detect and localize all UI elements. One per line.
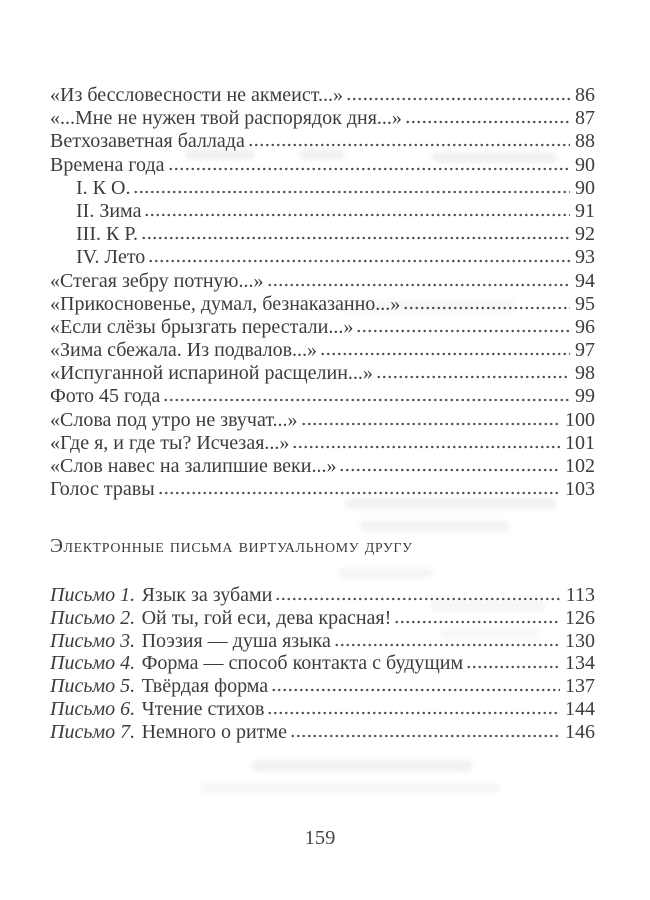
toc-entry-title: «Слов навес на залипшие веки...» bbox=[50, 455, 337, 477]
dot-leader bbox=[158, 490, 560, 495]
toc-entry-page: 96 bbox=[575, 315, 595, 338]
dot-leader bbox=[394, 619, 560, 624]
dot-leader bbox=[290, 733, 560, 738]
dot-leader bbox=[133, 189, 570, 194]
toc-entry-title: Ой ты, гой еси, дева красная! bbox=[141, 606, 392, 629]
toc-entry bbox=[50, 270, 595, 293]
toc-entry bbox=[50, 721, 595, 744]
dot-leader bbox=[405, 119, 570, 124]
toc-entry bbox=[50, 478, 595, 501]
toc-entry-page: 101 bbox=[565, 431, 595, 454]
toc-entry-page: 98 bbox=[575, 362, 595, 385]
dot-leader bbox=[163, 397, 570, 402]
toc-entry-page: 134 bbox=[565, 652, 595, 675]
dot-leader bbox=[168, 166, 570, 171]
toc-entry-prefix: Письмо 5. bbox=[50, 675, 136, 698]
toc-entry-page: 102 bbox=[565, 455, 595, 477]
toc-entry-page: 88 bbox=[575, 130, 595, 153]
toc-entry-title: «Стегая зебру потную...» bbox=[50, 269, 264, 292]
toc-entry-page: 126 bbox=[565, 606, 595, 629]
toc-entry bbox=[50, 362, 595, 385]
toc-entry-title: «Из бессловесности не акмеист...» bbox=[50, 84, 343, 106]
toc-section-letters bbox=[50, 584, 595, 744]
toc-entry-page: 91 bbox=[575, 199, 595, 222]
toc-entry-page: 146 bbox=[565, 720, 595, 743]
toc-entry bbox=[50, 223, 595, 246]
toc-entry-page: 90 bbox=[575, 153, 595, 176]
toc-entry bbox=[50, 200, 595, 223]
toc-entry-page: 144 bbox=[565, 697, 595, 720]
dot-leader bbox=[271, 687, 560, 692]
toc-entry bbox=[50, 630, 595, 653]
toc-entry bbox=[50, 607, 595, 630]
bleed-through-artifact bbox=[252, 760, 472, 772]
toc-entry-title: III. К Р. bbox=[76, 223, 138, 246]
dot-leader bbox=[466, 664, 560, 669]
toc-entry-page: 97 bbox=[575, 339, 595, 362]
toc-entry bbox=[50, 698, 595, 721]
dot-leader bbox=[346, 96, 570, 101]
dot-leader bbox=[292, 444, 560, 449]
toc-entry-page: 94 bbox=[575, 269, 595, 292]
toc-entry-title: «Зима сбежала. Из подвалов...» bbox=[50, 339, 318, 362]
toc-entry-prefix: Письмо 7. bbox=[50, 720, 136, 743]
toc-entry-prefix: Письмо 2. bbox=[50, 606, 136, 629]
toc-entry bbox=[50, 455, 595, 478]
dot-leader bbox=[376, 374, 570, 379]
toc-entry bbox=[50, 246, 595, 269]
toc-entry-page: 99 bbox=[575, 385, 595, 408]
dot-leader bbox=[144, 212, 570, 217]
dot-leader bbox=[320, 351, 570, 356]
toc-entry-title: Язык за зубами bbox=[141, 584, 273, 606]
toc-entry-title: II. Зима bbox=[76, 199, 142, 222]
bleed-through-artifact bbox=[360, 521, 510, 531]
toc-entry-page: 113 bbox=[565, 584, 595, 606]
toc-entry bbox=[50, 339, 595, 362]
toc-entry-title: «...Мне не нужен твой распорядок дня...» bbox=[50, 107, 402, 130]
dot-leader bbox=[275, 596, 560, 601]
toc-entry-title: «Прикосновенье, думал, безнаказанно...» bbox=[50, 292, 401, 315]
toc-entry-prefix: Письмо 3. bbox=[50, 629, 136, 652]
dot-leader bbox=[356, 328, 570, 333]
bleed-through-artifact bbox=[200, 783, 500, 793]
toc-entry-page: 92 bbox=[575, 223, 595, 246]
toc-entry-title: Немного о ритме bbox=[141, 720, 287, 743]
dot-leader bbox=[339, 467, 560, 472]
dot-leader bbox=[403, 305, 570, 310]
toc-entry-prefix: Письмо 4. bbox=[50, 652, 136, 675]
section-heading-letters: Электронные письма виртуальному другу bbox=[50, 536, 413, 557]
toc-entry-page: 137 bbox=[565, 675, 595, 698]
toc-entry bbox=[50, 675, 595, 698]
toc-entry bbox=[50, 107, 595, 130]
toc-entry-title: Времена года bbox=[50, 153, 165, 176]
toc-entry bbox=[50, 652, 595, 675]
dot-leader bbox=[334, 642, 560, 647]
toc-entry-title: Чтение стихов bbox=[141, 697, 265, 720]
toc-entry-prefix: Письмо 6. bbox=[50, 697, 136, 720]
folio-page-number: 159 bbox=[304, 827, 336, 849]
toc-entry-title: «Испуганной испариной расщелин...» bbox=[50, 362, 373, 385]
toc-entry-page: 130 bbox=[565, 629, 595, 652]
toc-entry-title: «Если слёзы брызгать перестали...» bbox=[50, 315, 354, 338]
toc-entry-title: «Где я, и где ты? Исчезая...» bbox=[50, 431, 290, 454]
toc-entry-title: IV. Лето bbox=[76, 246, 146, 269]
toc-entry-prefix: Письмо 1. bbox=[50, 584, 136, 606]
toc-entry-title: Твёрдая форма bbox=[141, 675, 269, 698]
toc-entry-title: Форма — способ контакта с будущим bbox=[141, 652, 464, 675]
toc-entry bbox=[50, 177, 595, 200]
toc-entry-page: 100 bbox=[565, 408, 595, 431]
toc-entry-title: «Слова под утро не звучат...» bbox=[50, 408, 298, 431]
toc-entry-page: 93 bbox=[575, 246, 595, 269]
toc-entry-title: Фото 45 года bbox=[50, 385, 161, 408]
dot-leader bbox=[148, 258, 570, 263]
toc-entry bbox=[50, 409, 595, 432]
dot-leader bbox=[141, 235, 570, 240]
toc-entry-page: 95 bbox=[575, 292, 595, 315]
toc-entry-title: Поэзия — душа языка bbox=[141, 629, 331, 652]
toc-entry-title: Голос травы bbox=[50, 478, 155, 501]
dot-leader bbox=[267, 282, 571, 287]
toc-entry-page: 87 bbox=[575, 107, 595, 130]
toc-section-poems bbox=[50, 84, 595, 501]
dot-leader bbox=[267, 710, 560, 715]
toc-entry bbox=[50, 84, 595, 107]
toc-entry bbox=[50, 385, 595, 408]
toc-entry-title: Ветхозаветная баллада bbox=[50, 130, 245, 153]
dot-leader bbox=[301, 421, 560, 426]
bleed-through-artifact bbox=[338, 568, 433, 578]
toc-entry bbox=[50, 584, 595, 607]
toc-entry bbox=[50, 130, 595, 153]
toc-entry-page: 90 bbox=[575, 176, 595, 199]
toc-entry-title: I. К О. bbox=[76, 176, 131, 199]
dot-leader bbox=[248, 142, 570, 147]
toc-entry bbox=[50, 316, 595, 339]
toc-entry-page: 86 bbox=[575, 84, 595, 106]
toc-entry bbox=[50, 432, 595, 455]
toc-entry bbox=[50, 154, 595, 177]
toc-entry bbox=[50, 293, 595, 316]
toc-entry-page: 103 bbox=[565, 478, 595, 501]
